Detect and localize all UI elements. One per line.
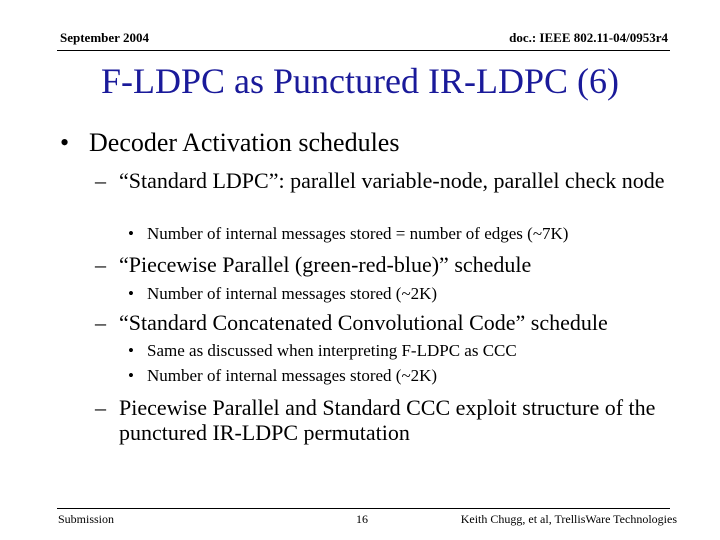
footer-submission: Submission [58,512,115,526]
bullet-dot-icon: • [60,128,70,157]
bullet-dot-icon: • [128,284,134,303]
bullet-dot-icon: • [128,341,134,360]
dash-icon: – [95,252,106,277]
header-date: September 2004 [60,30,149,45]
dash-icon: – [95,310,106,335]
bullet-sub2-note-text: Number of internal messages stored (~2K) [147,284,438,303]
slide-title: F-LDPC as Punctured IR-LDPC (6) [101,61,619,101]
bullet-dot-icon: • [128,366,134,385]
bullet-sub3-note1-text: Same as discussed when interpreting F-LDPC as CCC [147,341,517,360]
header-rule [57,50,670,51]
bullet-dot-icon: • [128,224,134,243]
bullet-sub3-note2-text: Number of internal messages stored (~2K) [147,366,438,385]
bullet-main-text: Decoder Activation schedules [89,128,400,157]
footer-rule [57,508,670,509]
bullet-sub2-text: “Piecewise Parallel (green-red-blue)” schedule [119,252,532,277]
bullet-sub3-text: “Standard Concatenated Convolutional Code” schedule [119,310,608,335]
footer-page-number: 16 [356,512,368,526]
bullet-sub1-note-text: Number of internal messages stored = number of edges (~7K) [147,224,569,243]
dash-icon: – [95,168,106,193]
footer-authors: Keith Chugg, et al, TrellisWare Technologies [460,512,677,526]
bullet-sub1-text: “Standard LDPC”: parallel variable-node, parallel check node [119,168,665,193]
dash-icon: – [95,395,106,420]
header-doc-id: doc.: IEEE 802.11-04/0953r4 [509,30,668,45]
bullet-sub4-text: Piecewise Parallel and Standard CCC exploit structure of the punctured IR-LDPC permutation [119,395,656,445]
